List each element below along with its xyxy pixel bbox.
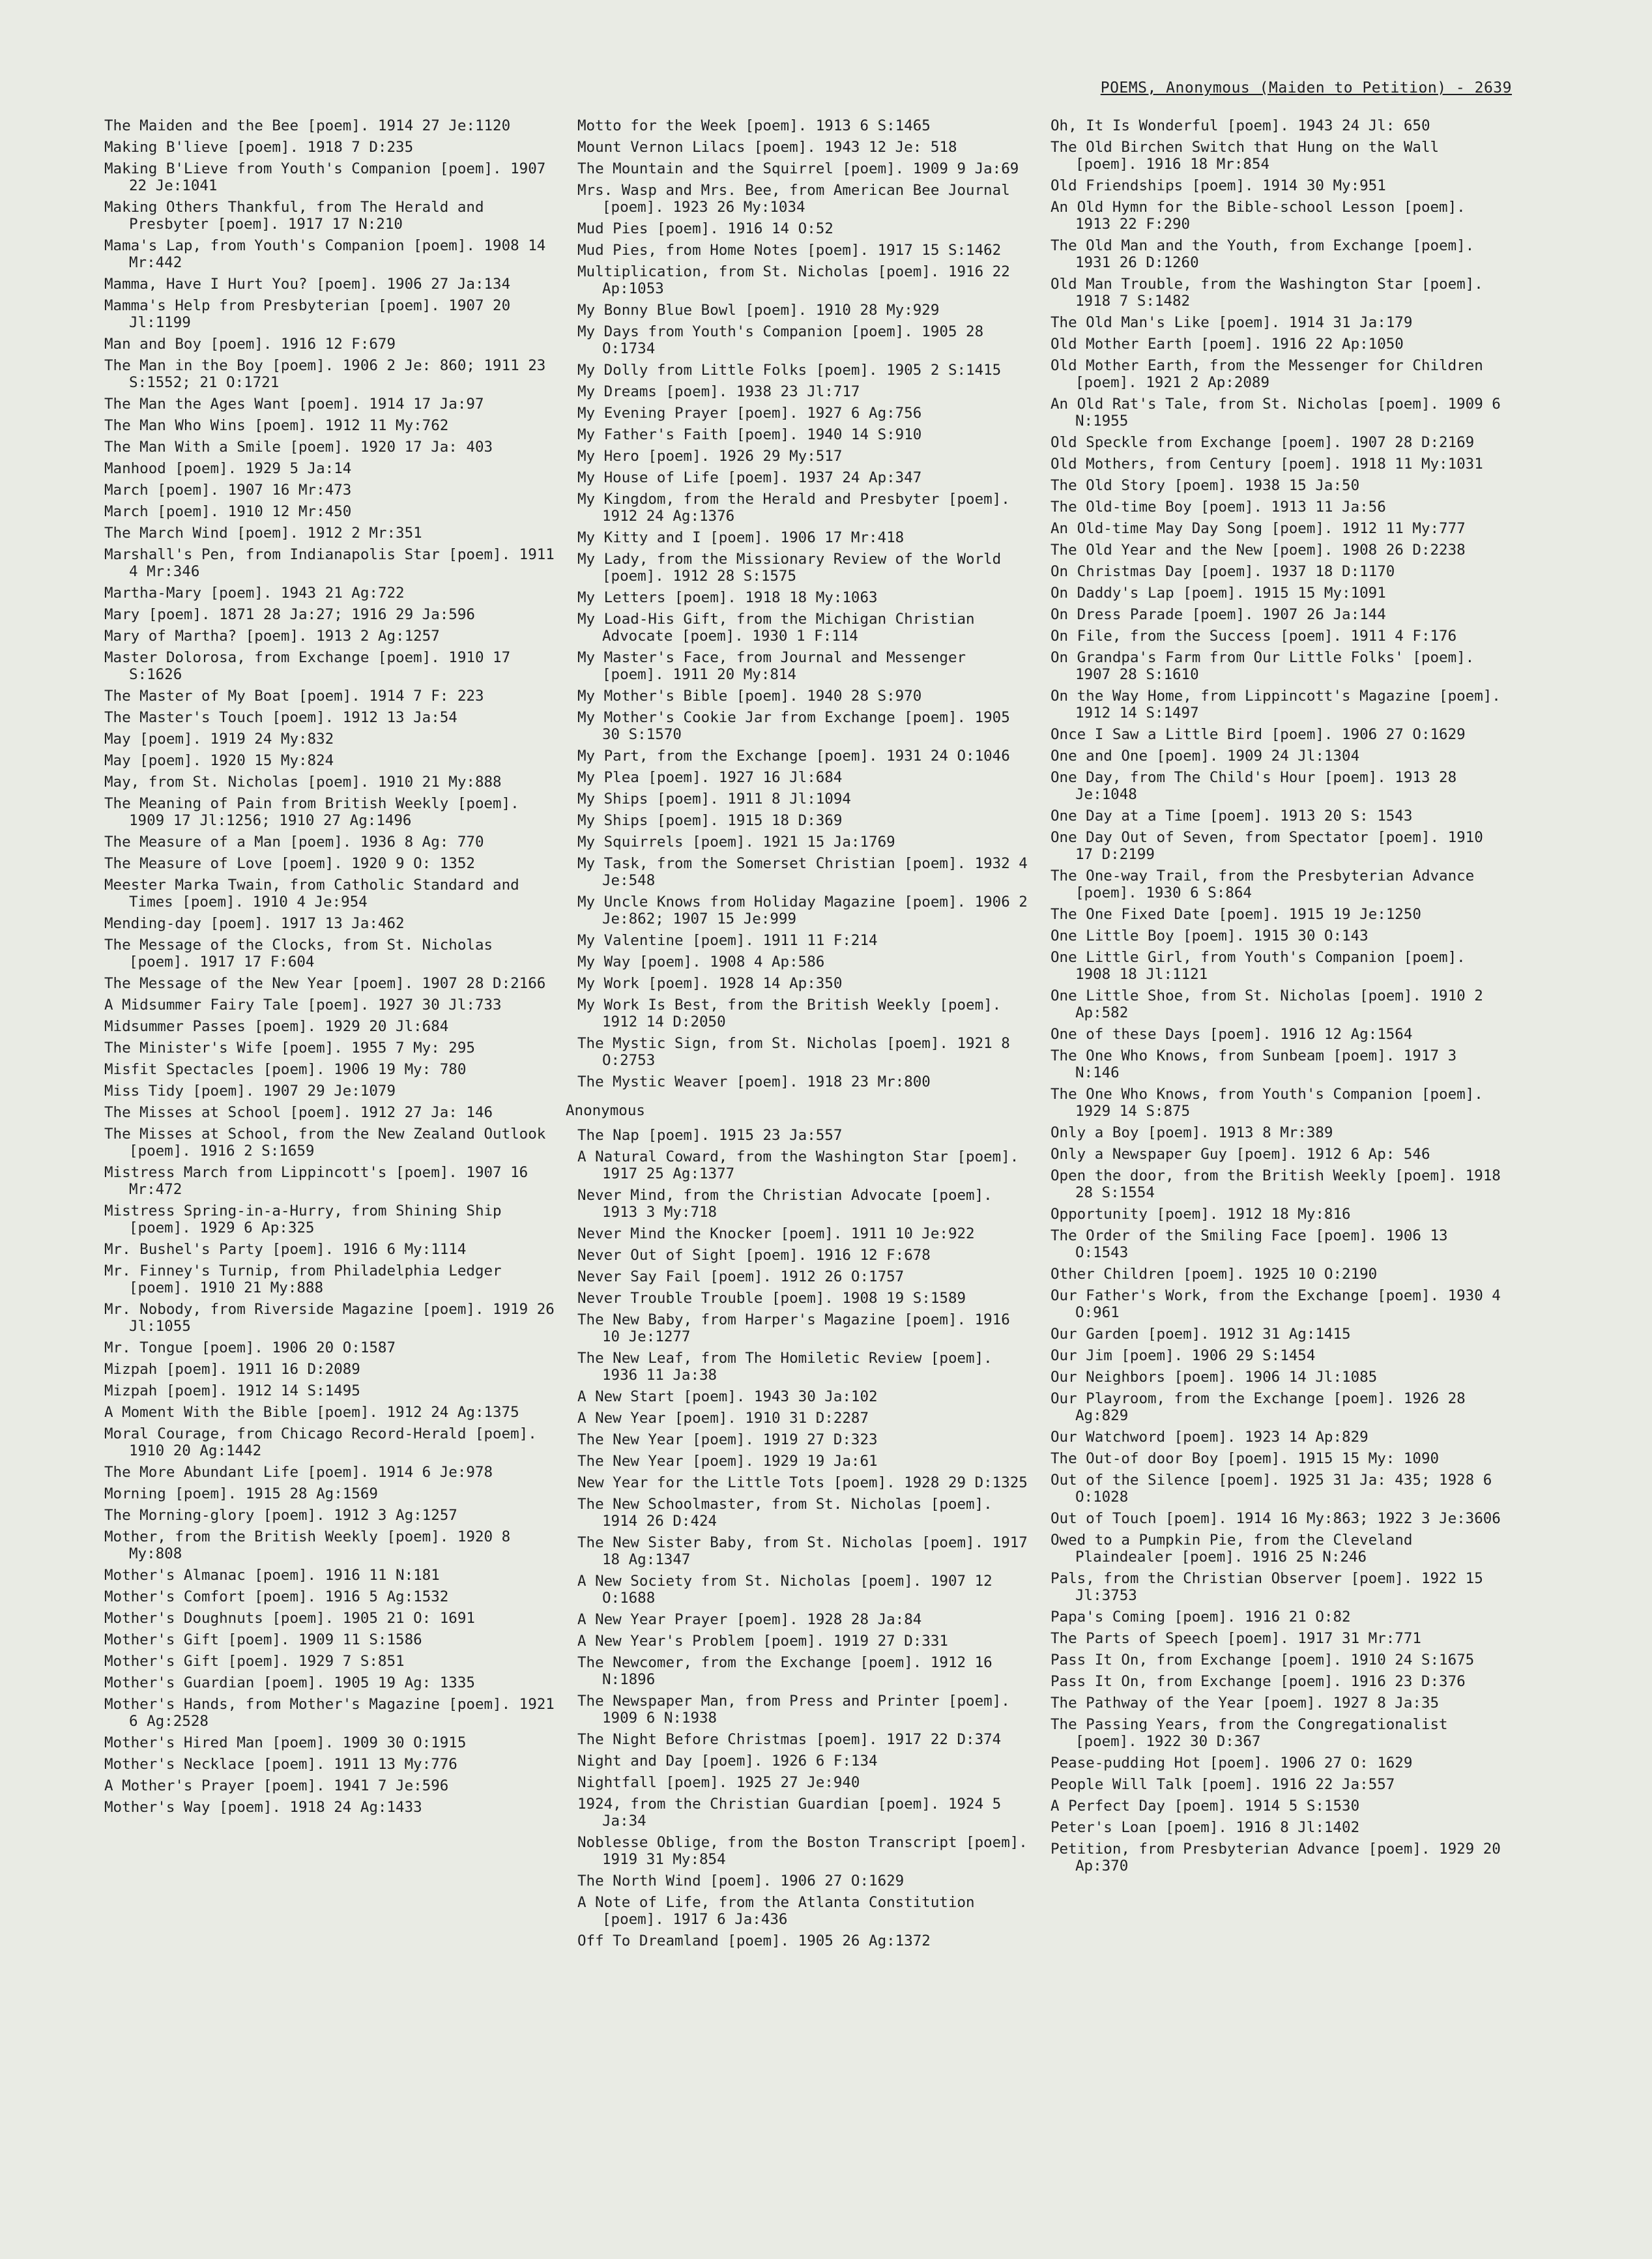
index-entry: My Work [poem]. 1928 14 Ap:350: [577, 975, 843, 992]
index-entry: Old Mothers, from Century [poem]. 1918 11 My:1031: [1051, 456, 1483, 473]
index-entry: The Minister's Wife [poem]. 1955 7 My: 295: [104, 1040, 475, 1057]
index-entry: Nightfall [poem]. 1925 27 Je:940: [577, 1774, 860, 1791]
index-entry: Mother's Comfort [poem]. 1916 5 Ag:1532: [104, 1588, 449, 1605]
running-head: POEMS, Anonymous (Maiden to Petition) - 2639: [1100, 80, 1512, 96]
index-entry: A New Society from St. Nicholas [poem]. 1907 12 O:1688: [577, 1573, 993, 1607]
index-entry: Mother's Hands, from Mother's Magazine [poem]. 1921 6 Ag:2528: [104, 1696, 555, 1730]
index-entry: May [poem]. 1919 24 My:832: [104, 731, 334, 748]
index-entry: My Master's Face, from Journal and Messenger [poem]. 1911 20 My:814: [577, 649, 966, 683]
index-entry: Mending-day [poem]. 1917 13 Ja:462: [104, 915, 405, 932]
index-entry: The Man With a Smile [poem]. 1920 17 Ja: 403: [104, 439, 493, 456]
index-entry: Mamma, Have I Hurt You? [poem]. 1906 27 Ja:134: [104, 276, 511, 293]
index-entry: Mary of Martha? [poem]. 1913 2 Ag:1257: [104, 628, 440, 645]
index-entry: Only a Boy [poem]. 1913 8 Mr:389: [1051, 1124, 1333, 1141]
index-entry: My Ships [poem]. 1911 8 Jl:1094: [577, 791, 851, 808]
index-entry: Mr. Bushel's Party [poem]. 1916 6 My:1114: [104, 1241, 467, 1258]
index-entry: The More Abundant Life [poem]. 1914 6 Je:978: [104, 1464, 493, 1481]
index-entry: Owed to a Pumpkin Pie, from the Cleveland Plaindealer [poem]. 1916 25 N:246: [1051, 1532, 1413, 1566]
index-entry: Meester Marka Twain, from Catholic Standard and Times [poem]. 1910 4 Je:954: [104, 877, 519, 911]
index-entry: On Christmas Day [poem]. 1937 18 D:1170: [1051, 563, 1395, 580]
index-entry: The Parts of Speech [poem]. 1917 31 Mr:771: [1051, 1630, 1421, 1647]
index-entry: One Little Boy [poem]. 1915 30 O:143: [1051, 927, 1369, 944]
index-entry: The Master of My Boat [poem]. 1914 7 F: 223: [104, 688, 484, 705]
index-entry: My Mother's Cookie Jar from Exchange [poem]. 1905 30 S:1570: [577, 709, 1010, 743]
index-entry: My Lady, from the Missionary Review of the World [poem]. 1912 28 S:1575: [577, 551, 1002, 585]
index-entry: A New Year's Problem [poem]. 1919 27 D:331: [577, 1633, 948, 1650]
index-entry: One Day at a Time [poem]. 1913 20 S: 1543: [1051, 808, 1413, 824]
index-entry: My Kitty and I [poem]. 1906 17 Mr:418: [577, 529, 905, 546]
index-entry: My Part, from the Exchange [poem]. 1931 24 O:1046: [577, 748, 1010, 765]
index-entry: Out of Touch [poem]. 1914 16 My:863; 1922 3 Je:3606: [1051, 1510, 1501, 1527]
section-heading: Anonymous: [566, 1102, 645, 1119]
index-entry: My Father's Faith [poem]. 1940 14 S:910: [577, 426, 922, 443]
index-entry: New Year for the Little Tots [poem]. 1928 29 D:1325: [577, 1474, 1028, 1491]
index-entry: On Dress Parade [poem]. 1907 26 Ja:144: [1051, 606, 1386, 623]
index-entry: Mizpah [poem]. 1912 14 S:1495: [104, 1382, 360, 1399]
index-entry: Miss Tidy [poem]. 1907 29 Je:1079: [104, 1083, 396, 1100]
index-entry: The Message of the New Year [poem]. 1907 28 D:2166: [104, 975, 546, 992]
index-entry: My House of Life [poem]. 1937 24 Ap:347: [577, 469, 922, 486]
index-entry: The Mystic Weaver [poem]. 1918 23 Mr:800: [577, 1073, 931, 1090]
index-entry: Martha-Mary [poem]. 1943 21 Ag:722: [104, 585, 405, 602]
index-entry: The Old Story [poem]. 1938 15 Ja:50: [1051, 477, 1360, 494]
index-entry: The Mystic Sign, from St. Nicholas [poem]. 1921 8 O:2753: [577, 1035, 1010, 1069]
index-entry: Mizpah [poem]. 1911 16 D:2089: [104, 1361, 360, 1378]
index-entry: The Old Man and the Youth, from Exchange [poem]. 1931 26 D:1260: [1051, 237, 1475, 271]
index-entry: The One Who Knows, from Youth's Companion [poem]. 1929 14 S:875: [1051, 1086, 1483, 1120]
index-entry: The Meaning of Pain from British Weekly [poem]. 1909 17 Jl:1256; 1910 27 Ag:1496: [104, 795, 519, 829]
index-entry: Old Mother Earth [poem]. 1916 22 Ap:1050: [1051, 336, 1404, 353]
index-entry: The Message of the Clocks, from St. Nicholas [poem]. 1917 17 F:604: [104, 937, 493, 970]
index-entry: Pease-pudding Hot [poem]. 1906 27 O: 1629: [1051, 1755, 1413, 1771]
index-entry: Never Out of Sight [poem]. 1916 12 F:678: [577, 1247, 931, 1264]
index-entry: Making B'Lieve from Youth's Companion [poem]. 1907 22 Je:1041: [104, 160, 546, 194]
index-entry: A Note of Life, from the Atlanta Constitution [poem]. 1917 6 Ja:436: [577, 1894, 975, 1928]
index-entry: Mistress March from Lippincott's [poem]. 1907 16 Mr:472: [104, 1164, 529, 1198]
index-entry: Mother's Hired Man [poem]. 1909 30 O:1915: [104, 1734, 467, 1751]
index-entry: Never Mind the Knocker [poem]. 1911 10 Je:922: [577, 1225, 975, 1242]
index-entry: Out of the Silence [poem]. 1925 31 Ja: 435; 1928 6 O:1028: [1051, 1472, 1492, 1506]
index-entry: Noblesse Oblige, from the Boston Transcript [poem]. 1919 31 My:854: [577, 1834, 1028, 1868]
index-entry: Mud Pies, from Home Notes [poem]. 1917 15 S:1462: [577, 242, 1002, 259]
index-entry: The Old Year and the New [poem]. 1908 26 D:2238: [1051, 542, 1466, 559]
index-entry: On Grandpa's Farm from Our Little Folks' [poem]. 1907 28 S:1610: [1051, 649, 1475, 683]
index-entry: The Man Who Wins [poem]. 1912 11 My:762: [104, 417, 449, 434]
index-entry: An Old Hymn for the Bible-school Lesson [poem]. 1913 22 F:290: [1051, 199, 1466, 233]
index-entry: Mother's Doughnuts [poem]. 1905 21 O: 1691: [104, 1610, 475, 1627]
index-entry: The Misses at School [poem]. 1912 27 Ja: 146: [104, 1104, 493, 1121]
index-entry: March [poem]. 1910 12 Mr:450: [104, 503, 352, 520]
index-entry: Mamma's Help from Presbyterian [poem]. 1907 20 Jl:1199: [104, 297, 511, 331]
index-entry: The Master's Touch [poem]. 1912 13 Ja:54: [104, 709, 457, 726]
index-entry: Never Trouble Trouble [poem]. 1908 19 S:1589: [577, 1290, 966, 1307]
index-entry: Old Friendships [poem]. 1914 30 My:951: [1051, 177, 1386, 194]
index-entry: Mother, from the British Weekly [poem]. 1920 8 My:808: [104, 1528, 511, 1562]
index-entry: May, from St. Nicholas [poem]. 1910 21 My:888: [104, 774, 502, 791]
index-entry: Morning [poem]. 1915 28 Ag:1569: [104, 1485, 378, 1502]
index-entry: Our Jim [poem]. 1906 29 S:1454: [1051, 1347, 1316, 1364]
index-entry: Mr. Finney's Turnip, from Philadelphia Ledger [poem]. 1910 21 My:888: [104, 1262, 502, 1296]
index-entry: People Will Talk [poem]. 1916 22 Ja:557: [1051, 1776, 1395, 1793]
index-entry: The New Year [poem]. 1919 27 D:323: [577, 1431, 878, 1448]
index-entry: Multiplication, from St. Nicholas [poem]. 1916 22 Ap:1053: [577, 263, 1010, 297]
index-entry: Motto for the Week [poem]. 1913 6 S:1465: [577, 117, 931, 134]
index-entry: One and One [poem]. 1909 24 Jl:1304: [1051, 748, 1360, 765]
index-entry: Mud Pies [poem]. 1916 14 O:52: [577, 220, 833, 237]
index-entry: An Old Rat's Tale, from St. Nicholas [poem]. 1909 6 N:1955: [1051, 396, 1501, 430]
index-entry: Mother's Gift [poem]. 1929 7 S:851: [104, 1653, 405, 1670]
column-3: [1051, 117, 1507, 1879]
index-entry: Mother's Almanac [poem]. 1916 11 N:181: [104, 1567, 440, 1584]
index-entry: My Uncle Knows from Holiday Magazine [poem]. 1906 2 Je:862; 1907 15 Je:999: [577, 894, 1028, 927]
index-entry: Misfit Spectacles [poem]. 1906 19 My: 780: [104, 1061, 467, 1078]
index-entry: The North Wind [poem]. 1906 27 O:1629: [577, 1873, 905, 1889]
index-entry: A Mother's Prayer [poem]. 1941 7 Je:596: [104, 1777, 449, 1794]
index-entry: Old Mother Earth, from the Messenger for Children [poem]. 1921 2 Ap:2089: [1051, 357, 1483, 391]
index-entry: The Pathway of the Year [poem]. 1927 8 Ja:35: [1051, 1695, 1440, 1712]
index-entry: Only a Newspaper Guy [poem]. 1912 6 Ap: 546: [1051, 1146, 1430, 1163]
index-entry: Papa's Coming [poem]. 1916 21 O:82: [1051, 1609, 1351, 1625]
index-entry: One Little Girl, from Youth's Companion [poem]. 1908 18 Jl:1121: [1051, 949, 1466, 983]
index-entry: Opportunity [poem]. 1912 18 My:816: [1051, 1206, 1351, 1223]
index-entry: Our Watchword [poem]. 1923 14 Ap:829: [1051, 1429, 1369, 1446]
index-entry: One Day, from The Child's Hour [poem]. 1913 28 Je:1048: [1051, 769, 1457, 803]
index-entry: The New Leaf, from The Homiletic Review [poem]. 1936 11 Ja:38: [577, 1350, 993, 1384]
index-entry: Open the door, from the British Weekly [poem]. 1918 28 S:1554: [1051, 1167, 1501, 1201]
index-entry: Mother's Guardian [poem]. 1905 19 Ag: 1335: [104, 1674, 475, 1691]
index-entry: My Bonny Blue Bowl [poem]. 1910 28 My:929: [577, 302, 940, 319]
index-entry: The Maiden and the Bee [poem]. 1914 27 Je:1120: [104, 117, 511, 134]
index-entry: One Little Shoe, from St. Nicholas [poem]. 1910 2 Ap:582: [1051, 987, 1483, 1021]
index-entry: On Daddy's Lap [poem]. 1915 15 My:1091: [1051, 585, 1386, 602]
index-entry: Petition, from Presbyterian Advance [poem]. 1929 20 Ap:370: [1051, 1841, 1501, 1874]
index-entry: My Plea [poem]. 1927 16 Jl:684: [577, 769, 843, 786]
index-entry: Manhood [poem]. 1929 5 Ja:14: [104, 460, 352, 477]
index-entry: One of these Days [poem]. 1916 12 Ag:1564: [1051, 1026, 1413, 1043]
index-entry: The Old Man's Like [poem]. 1914 31 Ja:179: [1051, 314, 1413, 331]
index-entry: The Order of the Smiling Face [poem]. 1906 13 O:1543: [1051, 1227, 1448, 1261]
index-entry: My Way [poem]. 1908 4 Ap:586: [577, 954, 825, 970]
index-entry: On File, from the Success [poem]. 1911 4 F:176: [1051, 628, 1457, 645]
index-entry: Pass It On, from Exchange [poem]. 1916 23 D:376: [1051, 1673, 1466, 1690]
index-entry: My Mother's Bible [poem]. 1940 28 S:970: [577, 688, 922, 705]
index-entry: My Kingdom, from the Herald and Presbyter [poem]. 1912 24 Ag:1376: [577, 491, 1010, 525]
index-entry: The Out-of door Boy [poem]. 1915 15 My: 1090: [1051, 1450, 1440, 1467]
index-entry: The Old Birchen Switch that Hung on the Wall [poem]. 1916 18 Mr:854: [1051, 139, 1440, 173]
index-entry: The Newspaper Man, from Press and Printer [poem]. 1909 6 N:1938: [577, 1693, 1010, 1727]
index-entry: Our Father's Work, from the Exchange [poem]. 1930 4 O:961: [1051, 1287, 1501, 1321]
index-entry: The March Wind [poem]. 1912 2 Mr:351: [104, 525, 422, 542]
index-entry: A Moment With the Bible [poem]. 1912 24 Ag:1375: [104, 1404, 519, 1421]
index-entry: Mother's Necklace [poem]. 1911 13 My:776: [104, 1756, 457, 1773]
index-entry: Peter's Loan [poem]. 1916 8 Jl:1402: [1051, 1819, 1360, 1836]
index-entry: My Dreams [poem]. 1938 23 Jl:717: [577, 383, 860, 400]
index-entry: Oh, It Is Wonderful [poem]. 1943 24 Jl: 650: [1051, 117, 1430, 134]
index-entry: Mistress Spring-in-a-Hurry, from Shining Ship [poem]. 1929 6 Ap:325: [104, 1202, 502, 1236]
index-entry: Mary [poem]. 1871 28 Ja:27; 1916 29 Ja:596: [104, 606, 475, 623]
index-entry: Pals, from the Christian Observer [poem]. 1922 15 Jl:3753: [1051, 1570, 1483, 1604]
index-entry: Mr. Nobody, from Riverside Magazine [poem]. 1919 26 Jl:1055: [104, 1301, 555, 1335]
index-entry: Off To Dreamland [poem]. 1905 26 Ag:1372: [577, 1932, 931, 1949]
index-entry: A New Year Prayer [poem]. 1928 28 Ja:84: [577, 1611, 922, 1628]
index-entry: The New Schoolmaster, from St. Nicholas [poem]. 1914 26 D:424: [577, 1496, 993, 1530]
index-entry: Other Children [poem]. 1925 10 O:2190: [1051, 1266, 1378, 1283]
index-entry: A Perfect Day [poem]. 1914 5 S:1530: [1051, 1798, 1360, 1814]
index-entry: The One Who Knows, from Sunbeam [poem]. 1917 3 N:146: [1051, 1047, 1457, 1081]
index-entry: The Nap [poem]. 1915 23 Ja:557: [577, 1127, 843, 1144]
index-entry: Mother's Way [poem]. 1918 24 Ag:1433: [104, 1799, 422, 1816]
index-entry: My Ships [poem]. 1915 18 D:369: [577, 812, 843, 829]
index-entry: My Evening Prayer [poem]. 1927 6 Ag:756: [577, 405, 922, 422]
index-entry: Never Say Fail [poem]. 1912 26 O:1757: [577, 1268, 905, 1285]
index-entry: Marshall's Pen, from Indianapolis Star [poem]. 1911 4 Mr:346: [104, 546, 555, 580]
index-entry: A New Start [poem]. 1943 30 Ja:102: [577, 1388, 878, 1405]
index-entry: Midsummer Passes [poem]. 1929 20 Jl:684: [104, 1018, 449, 1035]
index-entry: My Letters [poem]. 1918 18 My:1063: [577, 589, 878, 606]
index-entry: Mother's Gift [poem]. 1909 11 S:1586: [104, 1631, 422, 1648]
index-entry: A Natural Coward, from the Washington Star [poem]. 1917 25 Ag:1377: [577, 1148, 1019, 1182]
index-entry: The New Baby, from Harper's Magazine [poem]. 1916 10 Je:1277: [577, 1311, 1010, 1345]
index-entry: The Measure of Love [poem]. 1920 9 O: 1352: [104, 855, 475, 872]
index-entry: On the Way Home, from Lippincott's Magazine [poem]. 1912 14 S:1497: [1051, 688, 1501, 721]
index-entry: An Old-time May Day Song [poem]. 1912 11 My:777: [1051, 520, 1466, 537]
index-entry: Pass It On, from Exchange [poem]. 1910 24 S:1675: [1051, 1652, 1475, 1669]
index-entry: Master Dolorosa, from Exchange [poem]. 1910 17 S:1626: [104, 649, 511, 683]
index-entry: Never Mind, from the Christian Advocate [poem]. 1913 3 My:718: [577, 1187, 993, 1221]
index-entry: Our Playroom, from the Exchange [poem]. 1926 28 Ag:829: [1051, 1390, 1466, 1424]
index-entry: My Dolly from Little Folks [poem]. 1905 2 S:1415: [577, 362, 1002, 379]
index-entry: Our Neighbors [poem]. 1906 14 Jl:1085: [1051, 1369, 1378, 1386]
index-entry: A Midsummer Fairy Tale [poem]. 1927 30 Jl:733: [104, 997, 502, 1013]
index-entry: Mrs. Wasp and Mrs. Bee, from American Bee Journal [poem]. 1923 26 My:1034: [577, 182, 1010, 216]
index-entry: The Mountain and the Squirrel [poem]. 1909 9 Ja:69: [577, 160, 1019, 177]
index-entry: My Hero [poem]. 1926 29 My:517: [577, 448, 843, 465]
index-entry: May [poem]. 1920 15 My:824: [104, 752, 334, 769]
index-entry: My Work Is Best, from the British Weekly [poem]. 1912 14 D:2050: [577, 997, 1002, 1030]
index-entry: Making Others Thankful, from The Herald and Presbyter [poem]. 1917 17 N:210: [104, 199, 484, 233]
index-entry: Mr. Tongue [poem]. 1906 20 O:1587: [104, 1339, 396, 1356]
index-entry: Making B'lieve [poem]. 1918 7 D:235: [104, 139, 414, 156]
index-entry: Night and Day [poem]. 1926 6 F:134: [577, 1753, 878, 1770]
index-entry: The Passing Years, from the Congregationalist [poem]. 1922 30 D:367: [1051, 1716, 1448, 1750]
column-1: [104, 117, 560, 1820]
index-entry: One Day Out of Seven, from Spectator [poem]. 1910 17 D:2199: [1051, 829, 1483, 863]
index-entry: Old Speckle from Exchange [poem]. 1907 28 D:2169: [1051, 434, 1475, 451]
index-entry: The Measure of a Man [poem]. 1936 8 Ag: 770: [104, 834, 484, 851]
index-entry: The New Sister Baby, from St. Nicholas [poem]. 1917 18 Ag:1347: [577, 1534, 1028, 1568]
index-entry: My Load-His Gift, from the Michigan Christian Advocate [poem]. 1930 1 F:114: [577, 611, 975, 645]
index-entry: The One-way Trail, from the Presbyterian Advance [poem]. 1930 6 S:864: [1051, 867, 1475, 901]
index-entry: My Squirrels [poem]. 1921 15 Ja:1769: [577, 834, 895, 851]
index-entry: The Newcomer, from the Exchange [poem]. 1912 16 N:1896: [577, 1654, 993, 1688]
index-entry: Moral Courage, from Chicago Record-Herald [poem]. 1910 20 Ag:1442: [104, 1425, 537, 1459]
index-entry: My Task, from the Somerset Christian [poem]. 1932 4 Je:548: [577, 855, 1028, 889]
index-entry: Man and Boy [poem]. 1916 12 F:679: [104, 336, 396, 353]
index-entry: The Old-time Boy [poem]. 1913 11 Ja:56: [1051, 499, 1386, 516]
index-entry: The Morning-glory [poem]. 1912 3 Ag:1257: [104, 1507, 457, 1524]
index-entry: 1924, from the Christian Guardian [poem]. 1924 5 Ja:34: [577, 1796, 1002, 1829]
index-entry: The One Fixed Date [poem]. 1915 19 Je:1250: [1051, 906, 1421, 923]
index-entry: Our Garden [poem]. 1912 31 Ag:1415: [1051, 1326, 1351, 1343]
index-entry: The Night Before Christmas [poem]. 1917 22 D:374: [577, 1731, 1002, 1748]
index-entry: The Misses at School, from the New Zealand Outlook [poem]. 1916 2 S:1659: [104, 1126, 546, 1159]
index-entry: Old Man Trouble, from the Washington Star [poem]. 1918 7 S:1482: [1051, 276, 1483, 310]
index-entry: The Man in the Boy [poem]. 1906 2 Je: 860; 1911 23 S:1552; 21 O:1721: [104, 357, 546, 391]
index-entry: Once I Saw a Little Bird [poem]. 1906 27 O:1629: [1051, 726, 1466, 743]
index-entry: My Valentine [poem]. 1911 11 F:214: [577, 932, 878, 949]
index-entry: Mount Vernon Lilacs [poem]. 1943 12 Je: 518: [577, 139, 957, 156]
index-entry: The Man the Ages Want [poem]. 1914 17 Ja:97: [104, 396, 484, 413]
index-entry: Mama's Lap, from Youth's Companion [poem]. 1908 14 Mr:442: [104, 237, 546, 271]
column-2: [566, 117, 1035, 1954]
index-entry: March [poem]. 1907 16 Mr:473: [104, 482, 352, 499]
index-entry: A New Year [poem]. 1910 31 D:2287: [577, 1410, 869, 1427]
index-entry: My Days from Youth's Companion [poem]. 1905 28 O:1734: [577, 323, 984, 357]
index-entry: The New Year [poem]. 1929 19 Ja:61: [577, 1453, 878, 1470]
